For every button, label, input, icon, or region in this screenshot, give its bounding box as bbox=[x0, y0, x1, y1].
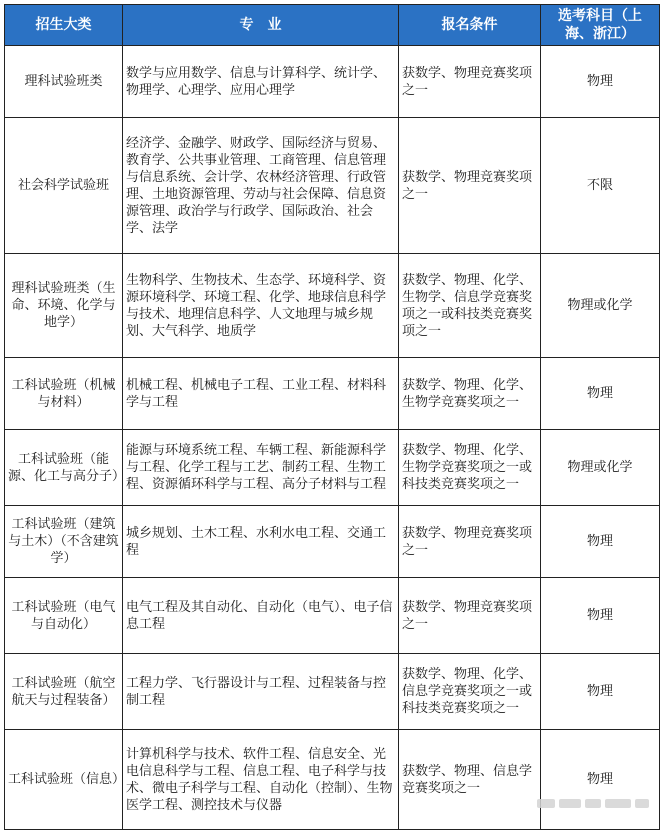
header-major: 专 业 bbox=[123, 5, 399, 46]
major-cell: 电气工程及其自动化、自动化（电气）、电子信息工程 bbox=[123, 578, 399, 654]
admissions-table bbox=[4, 4, 660, 830]
category-cell: 工科试验班（航空航天与过程装备） bbox=[5, 654, 123, 730]
header-condition: 报名条件 bbox=[399, 5, 541, 46]
condition-cell: 获数学、物理、化学、生物学、信息学竞赛奖项之一或科技类竞赛奖项之一 bbox=[399, 254, 541, 358]
table-row bbox=[5, 46, 660, 118]
category-cell: 理科试验班类（生命、环境、化学与地学） bbox=[5, 254, 123, 358]
watermark bbox=[537, 795, 657, 811]
table-row bbox=[5, 730, 660, 830]
major-cell: 城乡规划、土木工程、水利水电工程、交通工程 bbox=[123, 506, 399, 578]
subject-cell: 不限 bbox=[541, 118, 660, 254]
category-cell: 工科试验班（机械与材料） bbox=[5, 358, 123, 430]
major-cell: 数学与应用数学、信息与计算科学、统计学、物理学、心理学、应用心理学 bbox=[123, 46, 399, 118]
table-row bbox=[5, 430, 660, 506]
major-cell: 生物科学、生物技术、生态学、环境科学、资源环境科学、环境工程、化学、地球信息科学与技术、地理信息科学、人文地理与城乡规划、大气科学、地质学 bbox=[123, 254, 399, 358]
major-cell: 机械工程、机械电子工程、工业工程、材料科学与工程 bbox=[123, 358, 399, 430]
subject-cell: 物理或化学 bbox=[541, 430, 660, 506]
subject-cell: 物理 bbox=[541, 654, 660, 730]
category-cell: 理科试验班类 bbox=[5, 46, 123, 118]
major-cell: 经济学、金融学、财政学、国际经济与贸易、教育学、公共事业管理、工商管理、信息管理与信息系统、会计学、农林经济管理、行政管理、土地资源管理、劳动与社会保障、信息资源管理、政治学与行政学、国际政治、社会学、法学 bbox=[123, 118, 399, 254]
condition-cell: 获数学、物理、化学、信息学竞赛奖项之一或科技类竞赛奖项之一 bbox=[399, 654, 541, 730]
major-cell: 能源与环境系统工程、车辆工程、新能源科学与工程、化学工程与工艺、制药工程、生物工程、资源循环科学与工程、高分子材料与工程 bbox=[123, 430, 399, 506]
category-cell: 工科试验班（建筑与土木）（不含建筑学） bbox=[5, 506, 123, 578]
subject-cell: 物理 bbox=[541, 46, 660, 118]
condition-cell: 获数学、物理、化学、生物学竞赛奖项之一 bbox=[399, 358, 541, 430]
table-header-row bbox=[5, 5, 660, 46]
condition-cell: 获数学、物理竞赛奖项之一 bbox=[399, 506, 541, 578]
subject-cell: 物理 bbox=[541, 730, 660, 830]
subject-cell: 物理 bbox=[541, 506, 660, 578]
condition-cell: 获数学、物理、信息学竞赛奖项之一 bbox=[399, 730, 541, 830]
table-row bbox=[5, 578, 660, 654]
category-cell: 工科试验班（信息） bbox=[5, 730, 123, 830]
condition-cell: 获数学、物理、化学、生物学竞赛奖项之一或科技类竞赛奖项之一 bbox=[399, 430, 541, 506]
major-cell: 工程力学、飞行器设计与工程、过程装备与控制工程 bbox=[123, 654, 399, 730]
header-subject: 选考科目（上海、浙江） bbox=[541, 5, 660, 46]
table-row bbox=[5, 254, 660, 358]
condition-cell: 获数学、物理竞赛奖项之一 bbox=[399, 578, 541, 654]
category-cell: 社会科学试验班 bbox=[5, 118, 123, 254]
table-row bbox=[5, 506, 660, 578]
major-cell: 计算机科学与技术、软件工程、信息安全、光电信息科学与工程、信息工程、电子科学与技术、微电子科学与工程、自动化（控制）、生物医学工程、测控技术与仪器 bbox=[123, 730, 399, 830]
condition-cell: 获数学、物理竞赛奖项之一 bbox=[399, 118, 541, 254]
table-row bbox=[5, 118, 660, 254]
subject-cell: 物理 bbox=[541, 358, 660, 430]
subject-cell: 物理或化学 bbox=[541, 254, 660, 358]
category-cell: 工科试验班（能源、化工与高分子） bbox=[5, 430, 123, 506]
condition-cell: 获数学、物理竞赛奖项之一 bbox=[399, 46, 541, 118]
subject-cell: 物理 bbox=[541, 578, 660, 654]
table-row bbox=[5, 654, 660, 730]
category-cell: 工科试验班（电气与自动化） bbox=[5, 578, 123, 654]
header-category: 招生大类 bbox=[5, 5, 123, 46]
table-row bbox=[5, 358, 660, 430]
